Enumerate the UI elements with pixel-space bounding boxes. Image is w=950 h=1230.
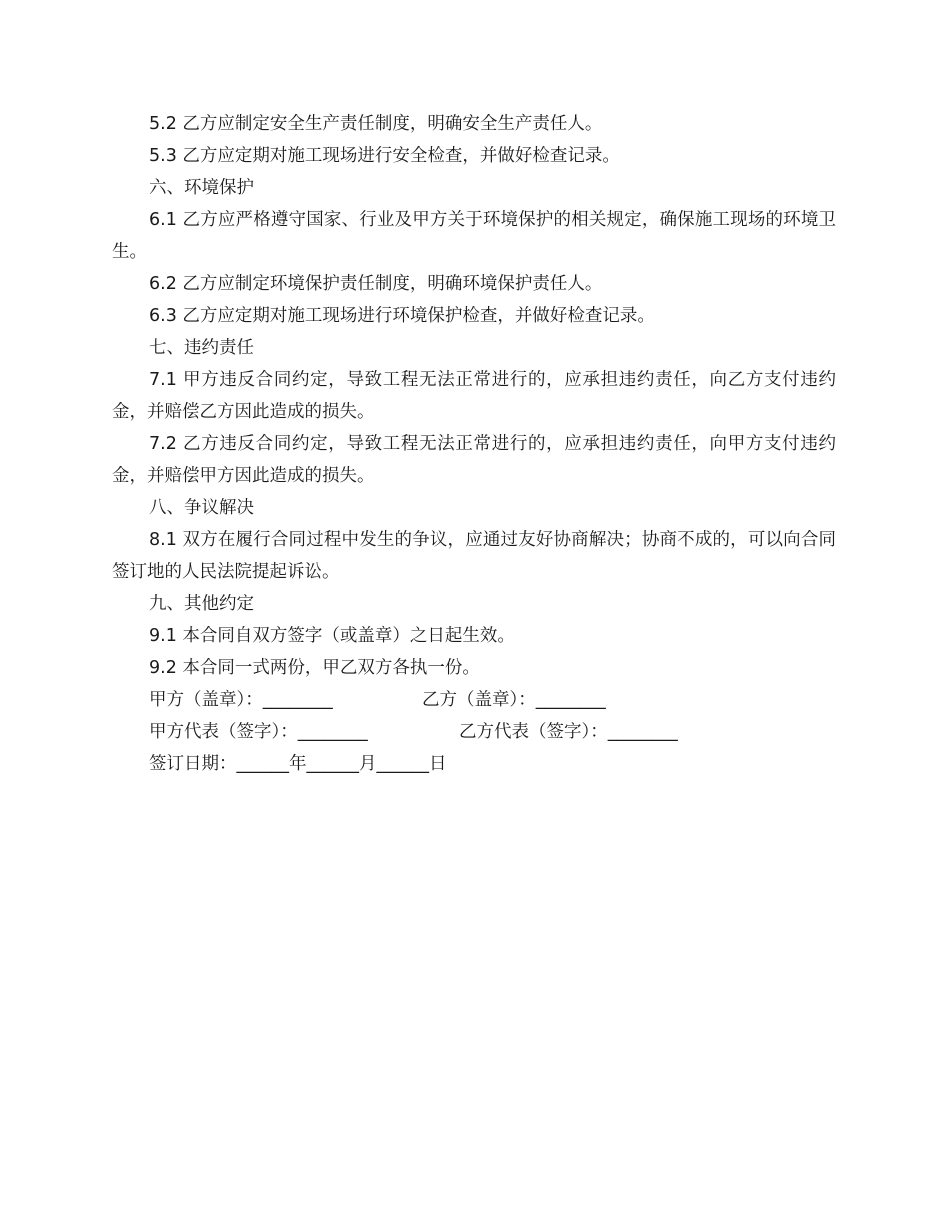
clause-9-1: 9.1 本合同自双方签字（或盖章）之日起生效。 (149, 626, 515, 646)
party-b-seal-field: 乙方（盖章）：________ (422, 690, 606, 710)
section-heading-7: 七、违约责任 (149, 338, 254, 358)
clause-5-3: 5.3 乙方应定期对施工现场进行安全检查，并做好检查记录。 (149, 146, 620, 166)
party-b-rep-field: 乙方代表（签字）：________ (459, 722, 678, 742)
document-body (112, 108, 836, 780)
section-heading-6: 六、环境保护 (149, 178, 254, 198)
clause-6-1: 6.1 乙方应严格遵守国家、行业及甲方关于环境保护的相关规定，确保施工现场的环境卫生。 (112, 210, 836, 262)
sign-date-row (112, 748, 836, 780)
representative-row (112, 716, 836, 748)
clause-9-2: 9.2 本合同一式两份，甲乙双方各执一份。 (149, 658, 480, 678)
clause-7-2: 7.2 乙方违反合同约定，导致工程无法正常进行的，应承担违约责任，向甲方支付违约金，并赔偿甲方因此造成的损失。 (112, 434, 836, 486)
clause-6-3: 6.3 乙方应定期对施工现场进行环境保护检查，并做好检查记录。 (149, 306, 655, 326)
section-heading-9: 九、其他约定 (149, 594, 254, 614)
seal-row (112, 684, 836, 716)
clause-7-1: 7.1 甲方违反合同约定，导致工程无法正常进行的，应承担违约责任，向乙方支付违约金，并赔偿乙方因此造成的损失。 (112, 370, 836, 422)
section-heading-8: 八、争议解决 (149, 498, 254, 518)
party-a-seal-field: 甲方（盖章）：________ (149, 690, 333, 710)
clause-8-1: 8.1 双方在履行合同过程中发生的争议，应通过友好协商解决；协商不成的，可以向合同签订地的人民法院提起诉讼。 (112, 530, 836, 582)
clause-5-2: 5.2 乙方应制定安全生产责任制度，明确安全生产责任人。 (149, 114, 603, 134)
party-a-rep-field: 甲方代表（签字）：________ (149, 722, 368, 742)
sign-date-field: 签订日期：______年______月______日 (149, 754, 447, 774)
clause-6-2: 6.2 乙方应制定环境保护责任制度，明确环境保护责任人。 (149, 274, 603, 294)
